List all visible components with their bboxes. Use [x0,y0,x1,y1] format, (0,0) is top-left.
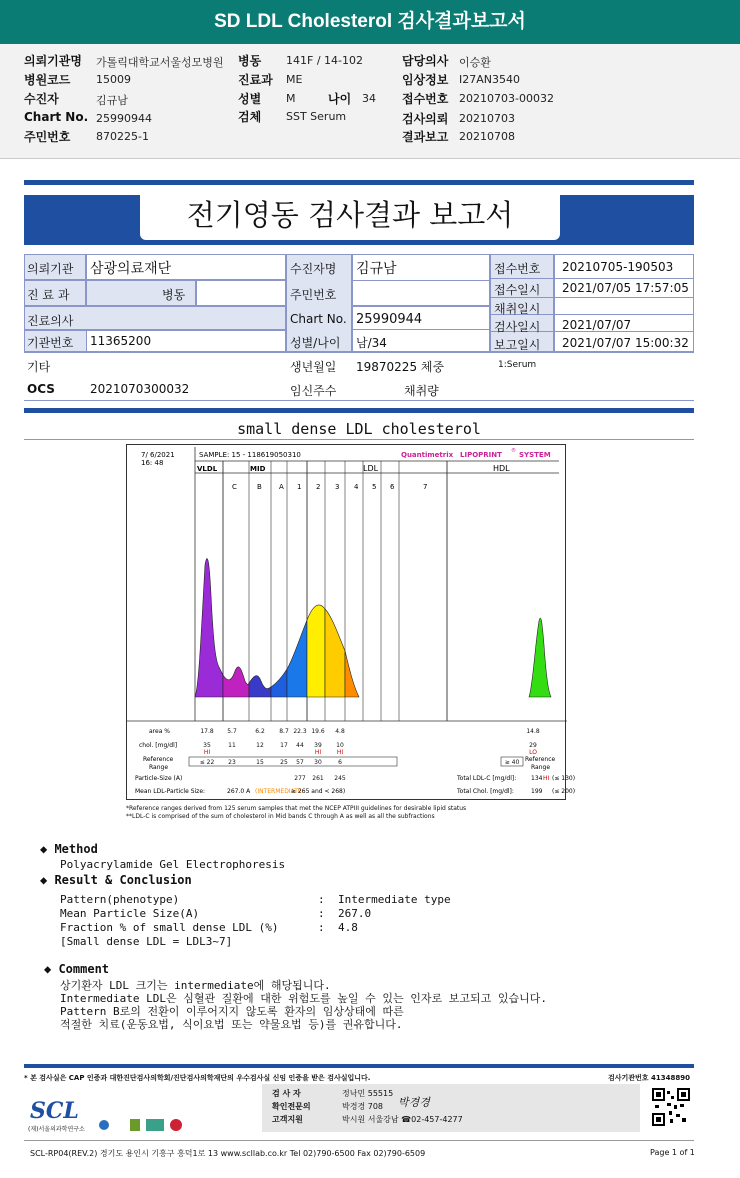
specimen: 1:Serum [498,360,537,370]
area-value: 6.2 [255,728,265,735]
band-letter: 3 [335,483,340,491]
h-value: 20210708 [459,130,515,143]
tldl-value: 134 [531,775,543,782]
section-title: small dense LDL cholesterol [237,420,481,438]
chol-value: 35 [203,742,211,749]
ref-label2: Range [149,764,169,771]
area-value: 8.7 [279,728,289,735]
chart-svg [127,445,576,801]
chol-value: 17 [280,742,288,749]
band-letter: 6 [390,483,395,491]
req-org-label: 의뢰기관 [27,262,74,276]
dept-label: 진 료 과 [27,288,70,302]
footer-rule [24,1064,694,1068]
area-value: 19.6 [311,728,325,735]
tchol-value: 199 [531,788,543,795]
ref-value: 15 [256,759,264,766]
band-letter: B [257,483,262,491]
header-panel [0,44,740,159]
tldl-range: (≤ 130) [552,775,576,782]
chart-label: Chart No. [290,312,347,326]
curve-segment [325,609,345,697]
h-value: I27AN3540 [459,73,520,86]
cert-text: * 본 검사실은 CAP 인증과 대한진단검사의학회/진단검사의학재단의 우수검사실 신임 인증을 받은 검사실입니다. [24,1074,371,1082]
chart-system2: SYSTEM [519,451,551,459]
ref-label-right2: Range [531,764,551,771]
comment-line: 상기환자 LDL 크기는 intermediate에 해당됩니다. [60,979,331,992]
band-hdl: HDL [493,464,510,473]
band-letter: 5 [372,483,377,491]
chart-time: 16: 48 [141,459,164,467]
chart-system: LIPOPRINT [460,451,502,459]
chol-flag: HI [203,749,211,756]
area-value: 22.3 [293,728,307,735]
patient: 김규남 [356,261,397,277]
report-date: 2021/07/07 15:00:32 [562,336,689,350]
result-title: ◆ Result & Conclusion [40,873,192,887]
band-ldl: LDL [363,464,379,473]
rrn-label: 주민번호 [290,288,337,302]
chol-flag-hdl: LO [529,749,537,756]
h-value: 15009 [96,73,131,86]
req-org: 삼광의료재단 [90,261,172,277]
h-label: 병동 [238,54,262,68]
recv-date: 2021/07/05 17:57:05 [562,281,689,295]
band-letter: 1 [297,483,302,491]
h-label: 검사의뢰 [402,112,449,126]
table-values [200,728,540,782]
h-value: 가톨릭대학교서울성모병원 [96,56,224,69]
section-rule [24,408,694,413]
ref-value: 6 [338,759,342,766]
ref-value: 23 [228,759,236,766]
tchol-label: Total Chol. [mg/dl]: [457,788,514,795]
result-label: Mean Particle Size(A) [60,907,200,920]
h-label: 나이 [328,92,352,106]
birth-label: 생년월일 [290,360,337,374]
sexage-label: 성별/나이 [290,336,341,350]
h-label: 담당의사 [402,54,449,68]
sexage: 남/34 [356,336,387,350]
h-label: Chart No. [24,110,89,124]
electrophoresis-chart [126,444,576,800]
ps-value: 277 [294,775,306,782]
qr-code [652,1088,690,1126]
h-value: M [286,92,296,105]
curves [195,559,551,697]
result-value: 4.8 [338,921,358,934]
chol-value: 10 [336,742,344,749]
recv-no-label: 접수번호 [494,262,541,276]
h-label: 접수번호 [402,92,449,106]
ref-label-right: Reference [525,756,556,763]
h-value: 김규남 [96,94,128,107]
area-label: area % [149,728,170,735]
test-date: 2021/07/07 [562,318,632,332]
curve-segment [529,618,551,697]
ref-value: 57 [296,759,304,766]
result-label: Pattern(phenotype) [60,893,180,906]
h-label: 성별 [238,92,262,106]
curve-segment [307,605,325,697]
chart-no: 25990944 [356,312,423,327]
area-value: 17.8 [200,728,214,735]
test-date-label: 검사일시 [494,320,541,334]
mps-label: Mean LDL-Particle Size: [135,788,206,795]
tchol-range: (≤ 200) [552,788,576,795]
area-value: 4.8 [335,728,345,735]
preg-label: 임신주수 [290,384,337,398]
h-label: 검체 [238,110,262,124]
chart-note-1: *Reference ranges derived from 125 serum samples that met the NCEP ATPIII guidelines for desirable lipid status [126,805,467,812]
chol-value: 12 [256,742,264,749]
mps-value: 267.0 A [227,788,251,795]
chart-date: 7/ 6/2021 [141,451,175,459]
patient-label: 수진자명 [290,262,337,276]
chol-flag: HI [314,749,322,756]
top-title: SD LDL Cholesterol 검사결과보고서 [0,0,740,44]
band-letter: C [232,483,237,491]
h-label: 병원코드 [24,73,71,87]
org-no: 11365200 [90,334,152,348]
curve-segment [271,669,287,697]
h-label: 의뢰기관명 [24,54,82,68]
r1-label: 검 사 자 [272,1089,301,1098]
volume-label: 채취량 [404,384,439,398]
h-label: 진료과 [238,73,273,87]
h-value: SST Serum [286,110,347,123]
collect-label: 채취일시 [494,302,541,316]
h-label: 결과보고 [402,130,449,144]
mps-range: ≥ 265 and < 268) [291,788,346,795]
chol-value: 39 [314,742,322,749]
r3-value: 박시원 서울강남 ☎02-457-4277 [342,1115,463,1124]
result-value: 267.0 [338,907,372,920]
area-value-hdl: 14.8 [526,728,540,735]
page-no: Page 1 of 1 [650,1148,695,1157]
curve-segment [345,651,359,697]
chol-flag: HI [336,749,344,756]
signature: 박경경 [398,1096,430,1109]
ocs-label: OCS [27,382,55,396]
chart-sample: SAMPLE: 15 - 118619050310 [199,451,301,459]
r2-value: 박경경 708 [342,1102,383,1111]
band-mid: MID [250,465,266,473]
chol-value: 11 [228,742,236,749]
r2-label: 확인전문의 [272,1102,311,1111]
h-label: 주민번호 [24,130,71,144]
r3-label: 고객지원 [272,1115,303,1124]
ref-value: 25 [280,759,288,766]
area-value: 5.7 [227,728,237,735]
scl-logo: SCL [30,1098,79,1124]
method-title: ◆ Method [40,842,98,856]
h-value: 20210703 [459,112,515,125]
h-value: 20210703-00032 [459,92,554,105]
chol-value: 44 [296,742,304,749]
report-date-label: 보고일시 [494,338,541,352]
ocs: 2021070300032 [90,382,190,396]
method-text: Polyacrylamide Gel Electrophoresis [60,858,286,871]
tldl-label: Total LDL-C [mg/dl]: [457,775,517,782]
bottom-text: SCL-RP04(REV.2) 경기도 용인시 기흥구 흥덕1로 13 www.scllab.co.kr Tel 02)790-6500 Fax 02)790-6509 [30,1149,426,1158]
title-rule [24,180,694,185]
ref-label: Reference [143,756,174,763]
cert-logos [98,1116,188,1134]
info-grid [24,254,694,399]
result-value: Intermediate type [338,893,451,906]
band-letters [232,483,427,491]
ps-value: 245 [334,775,346,782]
tldl-flag: HI [543,775,550,782]
scl-logo-sub: (재)서울의과학연구소 [28,1126,85,1133]
ref-value-hdl: ≥ 40 [504,759,520,766]
ps-value: 261 [312,775,324,782]
chart-brand: Quantimetrix [401,451,454,459]
comment-line: 적절한 치료(운동요법, 식이요법 또는 약물요법 등)를 권유합니다. [60,1018,403,1031]
h-value: 25990944 [96,112,152,125]
h-value: 이승환 [459,56,491,69]
ref-value: ≤ 22 [199,759,215,766]
result-label: Fraction % of small dense LDL (%) [60,921,279,934]
h-label: 임상정보 [402,73,449,87]
comment-line: Pattern B로의 전환이 이루어지지 않도록 환자의 임상상태에 따른 [60,1005,404,1018]
band-vldl: VLDL [197,465,218,473]
recv-no: 20210705-190503 [562,260,674,274]
report-title: 전기영동 검사결과 보고서 [140,190,560,240]
mps-type: (INTERMEDIATE: [255,788,304,795]
doctor-label: 진료의사 [27,314,74,328]
ward-label: 병동 [162,288,186,302]
org-no-label: 기관번호 [27,336,74,350]
chart-note-2: **LDL-C is comprised of the sum of cholesterol in Mid bands C through A as well as all the subfractions [126,813,435,820]
chol-value-hdl: 29 [529,742,537,749]
curve-segment [195,559,223,697]
h-value: ME [286,73,303,86]
band-letter: 2 [316,483,321,491]
h-value: 141F / 14-102 [286,54,363,67]
inst-no: 검사기관번호 41348890 [608,1074,690,1082]
r1-value: 정낙민 55515 [342,1089,394,1098]
h-value: 34 [362,92,376,105]
curve-segment [249,676,271,697]
chol-label: chol. [mg/dl] [139,742,178,749]
curve-segment [287,620,307,697]
ref-value: 30 [314,759,322,766]
result-note: [Small dense LDL = LDL3~7] [60,935,233,948]
comment-title: ◆ Comment [44,962,110,976]
birth: 19870225 체중 [356,360,445,374]
h-value: 870225-1 [96,130,149,143]
curve-segment [223,667,249,697]
h-label: 수진자 [24,92,59,106]
band-letter: 4 [354,483,359,491]
band-letter: 7 [423,483,428,491]
band-letter: A [279,483,284,491]
etc-label: 기타 [27,360,51,374]
ps-label: Particle-Size (A) [135,775,183,782]
comment-line: Intermediate LDL은 심혈관 질환에 대한 위험도를 높일 수 있는 인자로 보고되고 있습니다. [60,992,547,1005]
chart-reg: ® [511,448,516,454]
recv-date-label: 접수일시 [494,283,541,297]
